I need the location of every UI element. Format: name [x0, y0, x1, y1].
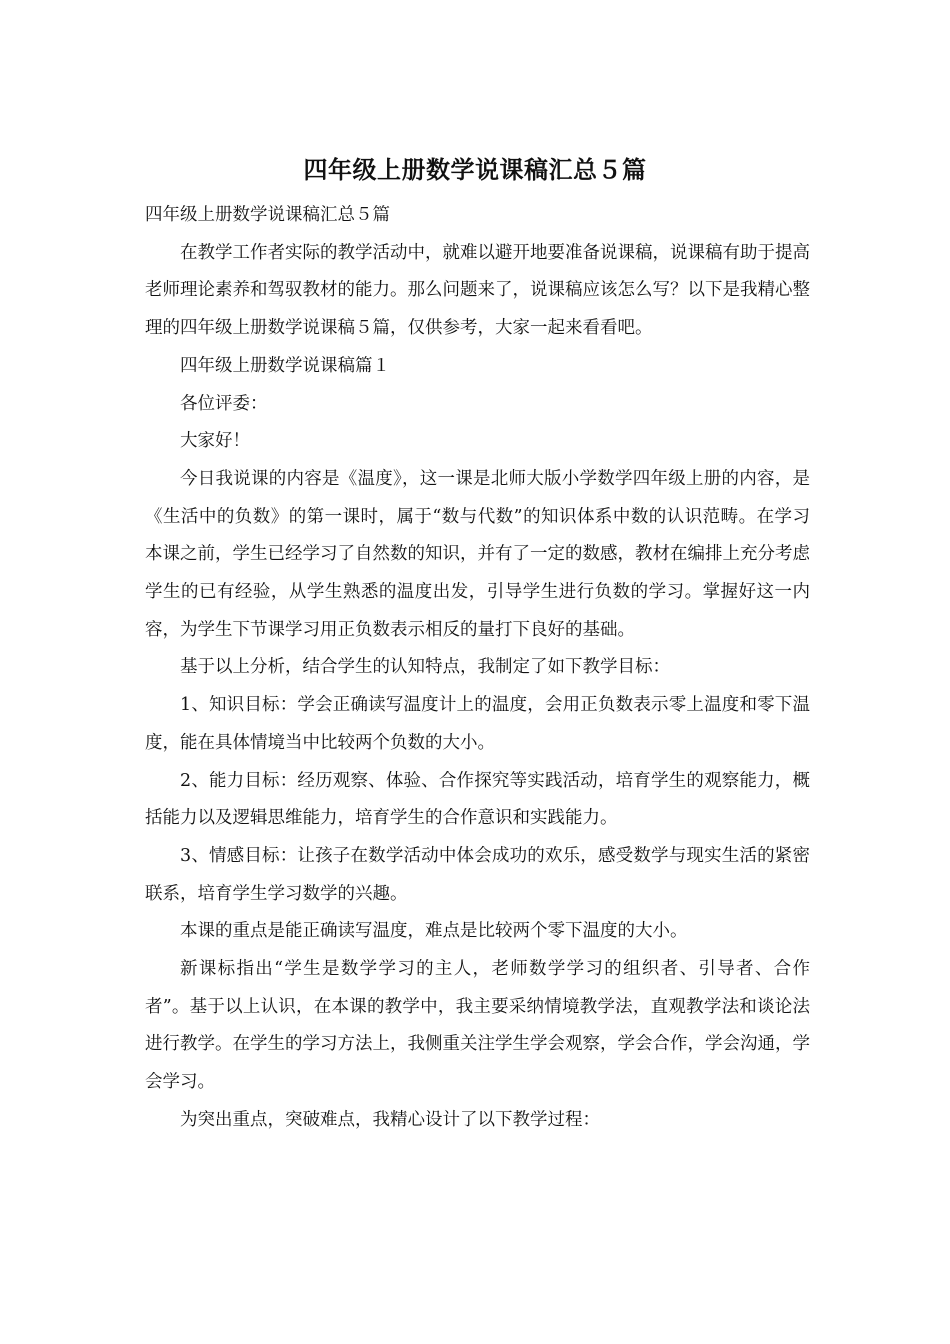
goal-emotion-paragraph: 3、情感目标：让孩子在数学活动中体会成功的欢乐，感受数学与现实生活的紧密联系，培育学生学习数学的兴趣。	[145, 845, 810, 904]
goals-intro-paragraph: 基于以上分析，结合学生的认知特点，我制定了如下教学目标：	[180, 657, 670, 678]
intro-paragraph: 在教学工作者实际的教学活动中，就难以避开地要准备说课稿，说课稿有助于提高老师理论素养和驾驭教材的能力。那么问题来了，说课稿应该怎么写？以下是我精心整理的四年级上册数学说课稿５篇，仅供参考，大家一起来看看吧。	[145, 242, 810, 339]
goal-ability-paragraph: 2、能力目标：经历观察、体验、合作探究等实践活动，培育学生的观察能力，概括能力以及逻辑思维能力，培育学生的合作意识和实践能力。	[145, 770, 810, 829]
goal-knowledge-paragraph: 1、知识目标：学会正确读写温度计上的温度，会用正负数表示零上温度和零下温度，能在具体情境当中比较两个负数的大小。	[145, 695, 810, 753]
section-heading: 四年级上册数学说课稿篇１	[180, 355, 390, 376]
key-points-paragraph: 本课的重点是能正确读写温度，难点是比较两个零下温度的大小。	[180, 921, 688, 942]
document-body	[145, 197, 810, 1140]
content-paragraph: 今日我说课的内容是《温度》，这一课是北师大版小学数学四年级上册的内容，是《生活中的负数》的第一课时，属于“数与代数”的知识体系中数的认识范畴。在学习本课之前，学生已经学习了自然数的知识，并有了一定的数感，教材在编排上充分考虑学生的已有经验，从学生熟悉的温度出发，引导学生进行负数的学习。掌握好这一内容，为学生下节课学习用正负数表示相反的量打下良好的基础。	[145, 468, 810, 640]
document-title: 四年级上册数学说课稿汇总５篇	[303, 156, 647, 184]
salutation-paragraph: 各位评委：	[180, 393, 268, 414]
process-intro-paragraph: 为突出重点，突破难点，我精心设计了以下教学过程：	[180, 1109, 600, 1130]
subtitle-paragraph: 四年级上册数学说课稿汇总５篇	[145, 205, 390, 225]
method-paragraph: 新课标指出“学生是数学学习的主人，老师数学学习的组织者、引导者、合作者”。基于以上认识，在本课的教学中，我主要采纳情境教学法，直观教学法和谈论法进行教学。在学生的学习方法上，我侧重关注学生学会观察，学会合作，学会沟通，学会学习。	[145, 959, 810, 1093]
greeting-paragraph: 大家好！	[180, 431, 250, 452]
